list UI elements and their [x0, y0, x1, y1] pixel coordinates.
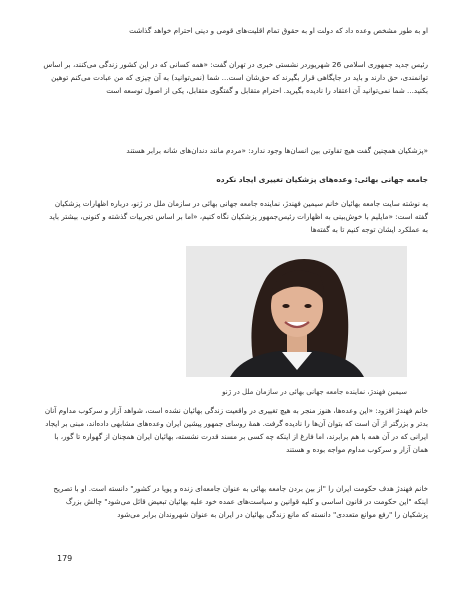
photo-caption: سیمین فهندژ، نماینده جامعه جهانی بهائی در سازمان ملل در ژنو	[222, 388, 407, 396]
paragraph-comb-teeth-quote: «پزشکیان همچنین گفت هیچ تفاوتی بین انسان‌ها وجود ندارد: «مردم مانند دندان‌های شانه برابر هستند	[126, 146, 428, 156]
portrait-photo	[186, 246, 407, 377]
portrait-illustration	[186, 246, 407, 377]
paragraph-president-quote: رئیس جدید جمهوری اسلامی 26 شهریوردر نشستی خبری در تهران گفت: «همه کسانی که در این کشور زندگی می‌کنند، بر اساس توانمندی، حق دارند و باید در جایگاهی قرار بگیرند که حق‌شان است... شما (نمی‌توانید) به آن چیزی که من عبادت می‌کنم توهین بکنید... شما نمی‌توانید آن اعتقاد را نادیده بگیرید. احترام متقابل و گفتگوی متقابل، یکی از اصول توسعه است	[43, 60, 428, 95]
section-heading: جامعه جهانی بهائی: وعده‌های پزشکیان تغییری ایجاد نکرده	[216, 175, 428, 185]
page-number: 179	[57, 554, 73, 563]
paragraph-fahandej-statement: خانم فهندژ افزود: «این وعده‌ها، هنوز منجر به هیچ تغییری در واقعیت زندگی بهائیان نشده است، شواهد آزار و سرکوب مداوم آنان بدتر و بزرگتر از آن است که بتوان آن‌ها را نادیده گرفت. همهٔ روسای جمهور پیشین ایران وعده‌های مشابهی داده‌اند، مبنی بر ایجاد ایرانی که در آن همه با هم برابرند، اما فارغ از اینکه چه کسی بر مسند قدرت نشسته، بهائیان ایران همچنان از گهواره تا گور، با همان آزار و سرکوب مداوم مواجه بوده و هستند	[44, 406, 428, 454]
paragraph-government-aim: خانم فهندژ هدف حکومت ایران را "از بین بردن جامعه بهائی به عنوان جامعه‌ای زنده و پویا در کشور" دانسته است. او با تصریح اینکه "این حکومت در قانون اساسی و کلیه قوانین و سیاست‌های عمده خود علیه بهائیان تبعیض قائل می‌شود" چالش بزرگ پزشکیان را "رفع موانع متعددی" دانسته که مانع زندگی بهائیان در ایران به عنوان شهروندان برابر می‌شود	[53, 484, 428, 519]
paragraph-intro: او به طور مشخص وعده داد که دولت او به حقوق تمام اقلیت‌های قومی و دینی احترام خواهد گذاشت	[129, 26, 428, 36]
paragraph-community-response: به نوشته سایت جامعه بهائیان خانم سیمین فهندژ، نماینده جامعه جهانی بهائی در سازمان ملل در ژنو، درباره اظهارات پزشکیان گفته است: «مایلیم با خوش‌بینی به اظهارات رئیس‌جمهور پزشکیان نگاه کنیم، «اما بر اساس تجربیات گذشته و کنونی، بیشتر باید به عملکرد ایشان توجه کنیم تا به گفته‌ها	[49, 199, 428, 234]
